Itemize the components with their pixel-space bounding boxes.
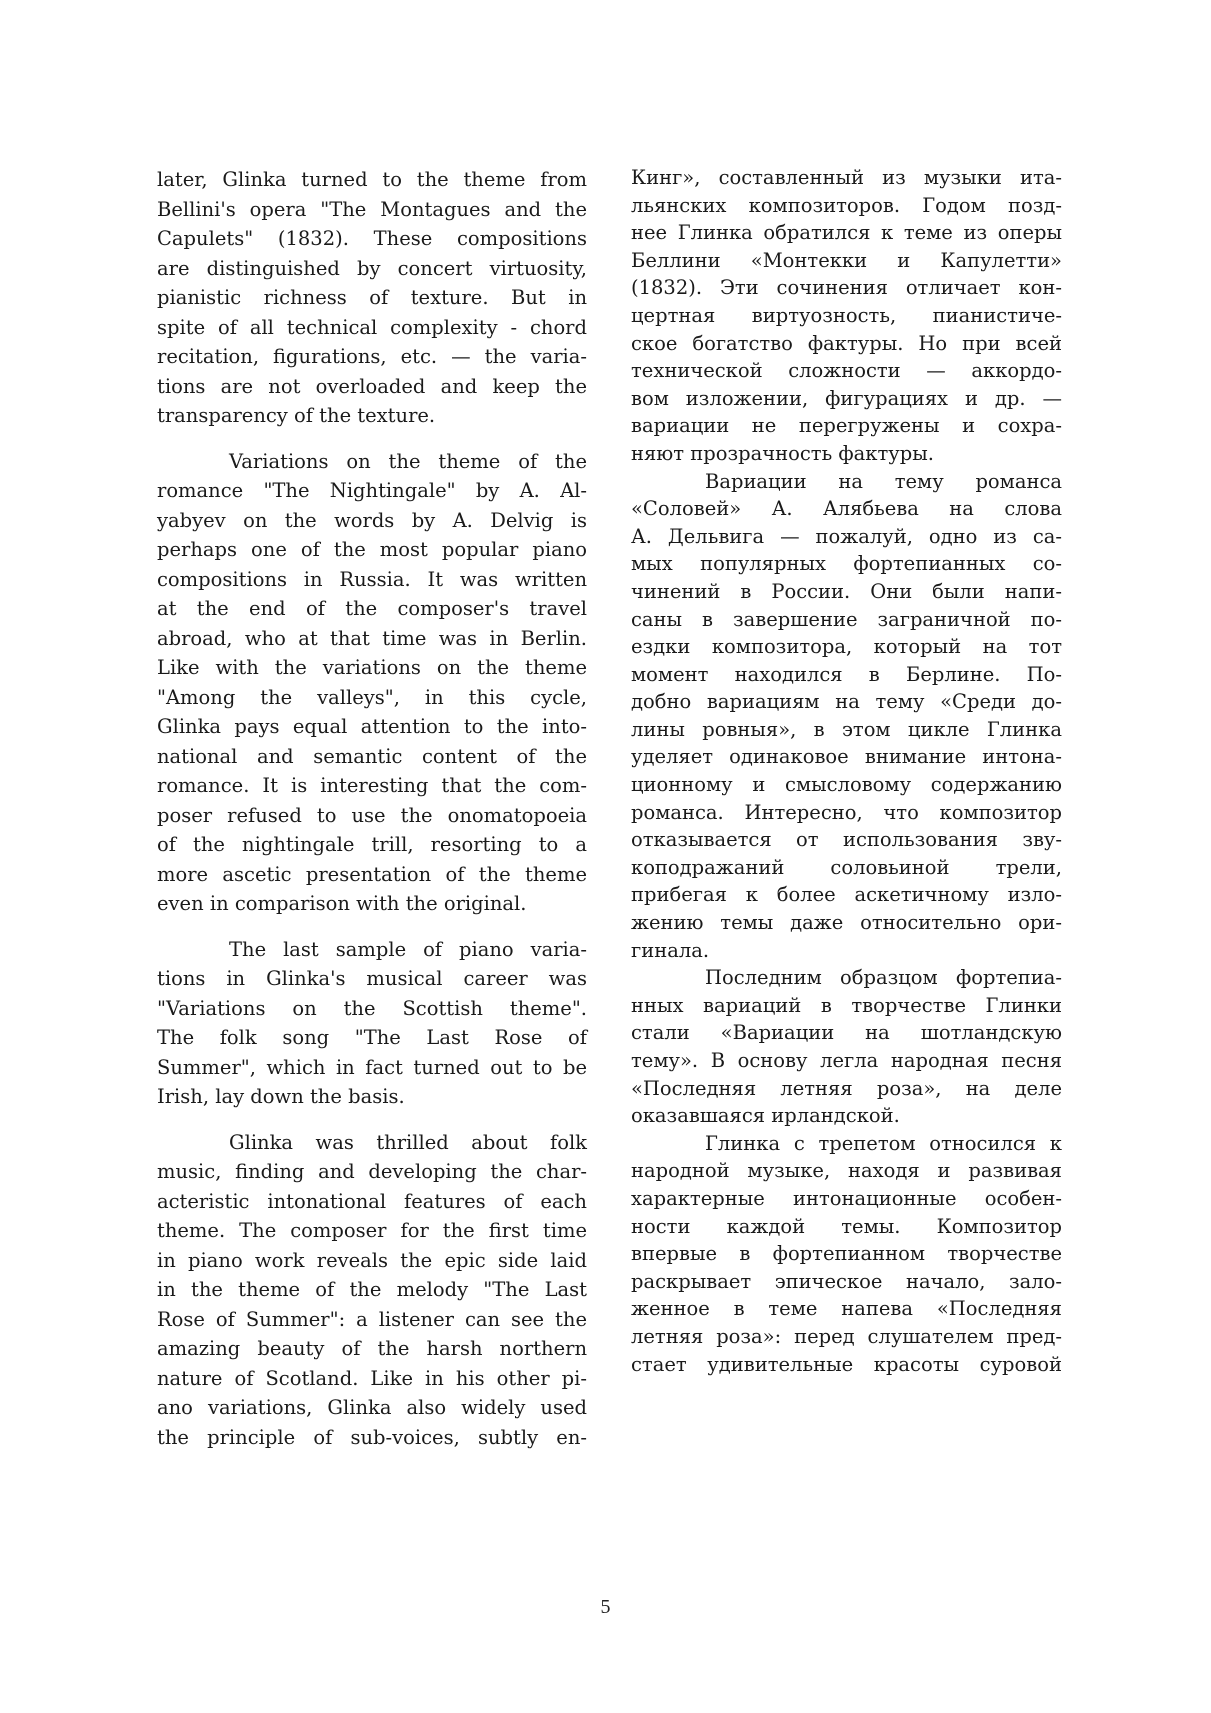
text-line: acteristic intonational features of each [157, 1189, 587, 1213]
text-line: мых популярных фортепианных со- [631, 552, 1062, 576]
text-line: няют прозрачность фактуры. [631, 441, 934, 465]
text-line: ездки композитора, который на тот [631, 635, 1062, 659]
text-line: abroad, who at that time was in Berlin. [157, 626, 587, 650]
text-line: цертная виртуозность, пианистиче- [631, 303, 1062, 327]
text-line: ности каждой темы. Композитор [631, 1214, 1062, 1238]
text-line: оказавшаяся ирландской. [631, 1104, 900, 1128]
text-line: poser refused to use the onomatopoeia [157, 803, 587, 827]
text-line: Кинг», составленный из музыки ита- [631, 166, 1062, 189]
text-line: "Among the valleys", in this cycle, [157, 685, 587, 709]
text-line: romance "The Nightingale" by A. Al- [157, 479, 587, 502]
text-line: Glinka was thrilled about folk [229, 1130, 587, 1154]
text-line: Глинка с трепетом относился к [705, 1131, 1062, 1155]
paragraph-gap [157, 1112, 587, 1128]
paragraph [157, 165, 587, 431]
text-line: compositions in Russia. It was written [157, 567, 587, 591]
text-line: романса. Интересно, что композитор [631, 800, 1062, 824]
text-line: Беллини «Монтекки и Капулетти» [631, 248, 1062, 272]
text-line: more ascetic presentation of the theme [157, 862, 587, 886]
text-line: Like with the variations on the theme [157, 656, 587, 679]
paragraph [631, 964, 1062, 1130]
text-line: «Последняя летняя роза», на деле [631, 1076, 1062, 1100]
paragraph [157, 447, 587, 919]
text-line: тему». В основу легла народная песня [631, 1049, 1062, 1072]
text-line: pianistic richness of texture. But in [157, 286, 587, 309]
text-line: характерные интонационные особен- [631, 1186, 1062, 1210]
text-line: вариации не перегружены и сохра- [631, 414, 1062, 438]
text-line: in piano work reveals the epic side laid [157, 1248, 587, 1272]
text-line: The folk song "The Last Rose of [157, 1026, 587, 1049]
text-line: момент находился в Берлине. По- [631, 662, 1062, 686]
text-line: tions in Glinka's musical career was [157, 967, 587, 990]
text-line: music, finding and developing the char- [157, 1160, 587, 1183]
text-line: Variations on the theme of the [229, 449, 587, 473]
text-line: amazing beauty of the harsh northern [157, 1337, 587, 1360]
text-line: ское богатство фактуры. Но при всей [631, 331, 1062, 355]
text-line: ano variations, Glinka also widely used [157, 1396, 587, 1419]
text-line: вом изложении, фигурациях и др. — [631, 386, 1062, 410]
text-line: Glinka pays equal attention to the into- [157, 715, 587, 738]
text-line: Вариации на тему романса [705, 469, 1062, 493]
paragraph [631, 1130, 1062, 1378]
text-line: (1832). Эти сочинения отличает кон- [631, 276, 1062, 300]
text-line: женное в теме напева «Последняя [631, 1297, 1062, 1321]
text-line: romance. It is interesting that the com- [157, 774, 587, 797]
text-line: народной музыке, находя и развивая [631, 1159, 1062, 1183]
text-line: even in comparison with the original. [157, 892, 527, 915]
text-line: in the theme of the melody "The Last [157, 1278, 587, 1301]
text-line: tions are not overloaded and keep the [157, 374, 587, 398]
text-line: коподражаний соловьиной трели, [631, 855, 1062, 879]
text-line: theme. The composer for the first time [157, 1219, 587, 1242]
text-line: льянских композиторов. Годом позд- [631, 193, 1062, 217]
text-line: Последним образцом фортепиа- [705, 966, 1062, 990]
page-number: 5 [600, 1596, 611, 1618]
paragraph-gap [157, 919, 587, 935]
text-line: are distinguished by concert virtuosity, [157, 256, 587, 280]
text-line: «Соловей» А. Алябьева на слова [631, 497, 1062, 521]
text-line: spite of all technical complexity - chord [157, 315, 587, 339]
text-line: Rose of Summer": a listener can see the [157, 1307, 587, 1331]
text-line: нных вариаций в творчестве Глинки [631, 993, 1062, 1017]
text-line: гинала. [631, 938, 710, 962]
paragraph [157, 1128, 587, 1453]
text-line: nature of Scotland. Like in his other pi- [157, 1366, 587, 1390]
paragraph [631, 164, 1062, 468]
text-line: уделяет одинаковое внимание интона- [631, 745, 1062, 769]
text-line: отказывается от использования зву- [631, 828, 1062, 852]
text-line: perhaps one of the most popular piano [157, 538, 587, 561]
text-line: летняя роза»: перед слушателем пред- [631, 1324, 1062, 1348]
text-line: recitation, figurations, etc. — the varia- [157, 345, 587, 368]
text-line: нее Глинка обратился к теме из оперы [631, 221, 1062, 245]
text-line: at the end of the composer's travel [157, 597, 587, 620]
text-line: ционному и смысловому содержанию [631, 773, 1062, 797]
text-line: the principle of sub-voices, subtly en- [157, 1425, 587, 1449]
text-line: "Variations on the Scottish theme". [157, 996, 587, 1020]
text-line: later, Glinka turned to the theme from [157, 168, 587, 191]
text-line: стали «Вариации на шотландскую [631, 1021, 1062, 1045]
text-line: yabyev on the words by A. Delvig is [157, 508, 587, 532]
text-line: добно вариациям на тему «Среди до- [631, 690, 1062, 714]
text-line: стает удивительные красоты суровой [631, 1352, 1062, 1376]
text-line: national and semantic content of the [157, 744, 587, 768]
english-text-column [157, 165, 587, 1452]
text-line: жению темы даже относительно ори- [631, 911, 1062, 935]
text-line: Bellini's opera "The Montagues and the [157, 197, 587, 221]
text-line: Summer", which in fact turned out to be [157, 1055, 587, 1079]
text-line: раскрывает эпическое начало, зало- [631, 1269, 1062, 1293]
text-line: саны в завершение заграничной по- [631, 607, 1062, 631]
paragraph [631, 468, 1062, 965]
text-line: впервые в фортепианном творчестве [631, 1242, 1062, 1266]
paragraph-gap [157, 431, 587, 447]
text-line: transparency of the texture. [157, 404, 436, 427]
text-line: Irish, lay down the basis. [157, 1085, 405, 1108]
text-line: технической сложности — аккордо- [631, 359, 1062, 383]
paragraph [157, 935, 587, 1112]
text-line: А. Дельвига — пожалуй, одно из са- [631, 524, 1062, 548]
text-line: лины ровныя», в этом цикле Глинка [631, 717, 1062, 741]
text-line: of the nightingale trill, resorting to a [157, 833, 587, 856]
text-line: Capulets" (1832). These compositions [157, 227, 587, 250]
text-line: прибегая к более аскетичному изло- [631, 883, 1062, 907]
russian-text-column [631, 164, 1062, 1378]
text-line: The last sample of piano varia- [229, 937, 587, 961]
text-line: чинений в России. Они были напи- [631, 579, 1062, 603]
